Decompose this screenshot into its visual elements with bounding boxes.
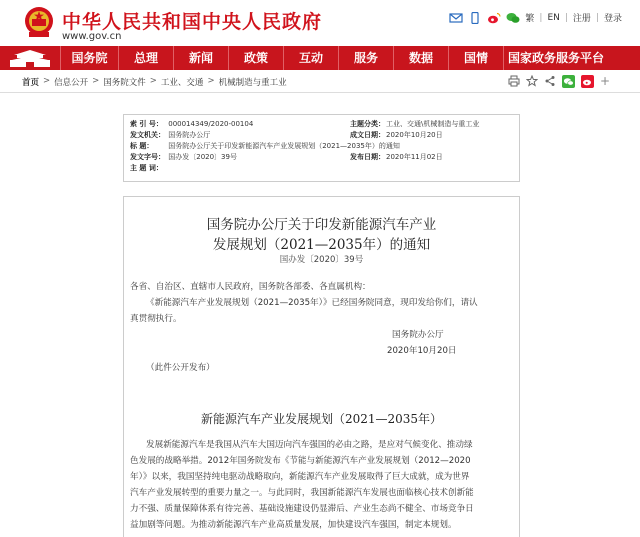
nav-home[interactable] (0, 46, 60, 70)
meta-row (130, 119, 480, 130)
breadcrumb-council-docs[interactable]: 国务院文件 (103, 78, 146, 88)
nav-item-service-platform[interactable]: 国家政务服务平台 (503, 46, 608, 70)
print-icon[interactable] (508, 75, 520, 87)
meta-docno-value: 国办发〔2020〕39号 (168, 153, 237, 161)
site-header (0, 0, 640, 48)
body-line: 《新能源汽车产业发展规划（2021—2035年）》已经国务院同意，现印发给你们，请认 (146, 298, 478, 308)
separator: | (564, 12, 568, 23)
breadcrumb-industry-transport[interactable]: 工业、交通 (160, 78, 204, 88)
mail-icon[interactable] (449, 12, 463, 24)
share-tools (508, 74, 610, 88)
nav-item-services[interactable]: 服务 (338, 46, 393, 70)
favorite-star-icon[interactable] (526, 75, 538, 87)
breadcrumb-separator: > (92, 76, 100, 86)
meta-docno-label: 发文字号： (130, 153, 165, 161)
meta-category (350, 119, 479, 129)
share-icon[interactable] (544, 75, 556, 87)
meta-published (350, 152, 443, 162)
meta-issuer-value: 国务院办公厅 (168, 131, 211, 139)
meta-created (350, 130, 443, 140)
body-line: 真贯彻执行。 (130, 314, 182, 324)
meta-created-value: 2020年10月20日 (386, 131, 443, 139)
meta-index-value: 000014349/2020-00104 (168, 120, 254, 128)
site-title[interactable]: 中华人民共和国中央人民政府 (62, 11, 323, 33)
document-number: 国办发〔2020〕39号 (279, 255, 364, 265)
plan-paragraph-line: 色发展的战略举措。2012年国务院发布《节能与新能源汽车产业发展规划（2012—2020 (130, 456, 471, 466)
separator: | (595, 12, 599, 23)
meta-published-label: 发布日期： (350, 153, 385, 161)
meta-row (130, 130, 443, 141)
weibo-share-icon[interactable] (581, 75, 594, 88)
breadcrumb-separator: > (149, 76, 157, 86)
breadcrumb-home[interactable]: 首页 (22, 78, 40, 88)
sign-date: 2020年10月20日 (387, 346, 457, 356)
separator: | (539, 12, 543, 23)
document-metadata-table (123, 114, 520, 182)
tiananmen-icon (0, 46, 60, 70)
meta-title-value: 国务院办公厅关于印发新能源汽车产业发展规划（2021—2035年）的通知 (168, 142, 400, 150)
document-title-line2: 发展规划（2021—2035年）的通知 (212, 237, 431, 253)
main-nav (0, 46, 640, 70)
mobile-icon[interactable] (468, 12, 482, 24)
meta-title-label: 标 题： (130, 142, 154, 150)
meta-index-label: 索 引 号： (130, 120, 163, 128)
lang-traditional-link[interactable]: 繁 (525, 14, 535, 24)
nav-item-news[interactable]: 新闻 (173, 46, 228, 70)
wechat-icon[interactable] (506, 12, 520, 24)
plan-paragraph-line: 力不强、质量保障体系有待完善、基础设施建设仍显滞后、产业生态尚不健全、市场竞争日 (130, 504, 474, 514)
lang-english-link[interactable]: EN (547, 12, 560, 23)
login-link[interactable]: 登录 (603, 14, 622, 24)
breadcrumb-info-public[interactable]: 信息公开 (54, 78, 89, 88)
document-body (123, 196, 520, 537)
breadcrumb-separator: > (43, 76, 51, 86)
meta-category-label: 主题分类： (350, 120, 385, 128)
breadcrumb-bar (0, 70, 640, 93)
meta-row (130, 163, 166, 174)
meta-published-value: 2020年11月02日 (386, 153, 443, 161)
national-emblem-icon (24, 6, 54, 38)
signer: 国务院办公厅 (392, 330, 444, 340)
nav-item-state-council[interactable]: 国务院 (60, 46, 118, 70)
breadcrumb (22, 76, 287, 88)
nav-item-interaction[interactable]: 互动 (283, 46, 338, 70)
meta-subject-label: 主 题 词： (130, 164, 163, 172)
meta-row (130, 141, 400, 152)
header-tools (449, 11, 622, 24)
nav-item-data[interactable]: 数据 (393, 46, 448, 70)
meta-category-value: 工业、交通\机械制造与重工业 (386, 120, 480, 128)
public-release-note: （此件公开发布） (146, 363, 215, 373)
nav-item-premier[interactable]: 总理 (118, 46, 173, 70)
plan-paragraph-line: 益加剧等问题。为推动新能源汽车产业高质量发展，加快建设汽车强国，制定本规划。 (130, 520, 457, 530)
recipients-paragraph: 各省、自治区、直辖市人民政府，国务院各部委、各直属机构： (130, 282, 371, 292)
plan-paragraph-line: 年）》以来，我国坚持纯电驱动战略取向，新能源汽车产业发展取得了巨大成就，成为世界 (130, 472, 470, 482)
plan-paragraph-line: 汽车产业发展转型的重要力量之一。与此同时，我国新能源汽车发展也面临核心技术创新能 (130, 488, 474, 498)
plan-paragraph-line: 发展新能源汽车是我国从汽车大国迈向汽车强国的必由之路，是应对气候变化、推动绿 (146, 440, 473, 450)
nav-item-policy[interactable]: 政策 (228, 46, 283, 70)
meta-row (130, 152, 443, 163)
more-share-icon[interactable]: + (599, 74, 610, 88)
wechat-share-icon[interactable] (562, 75, 575, 88)
plan-title: 新能源汽车产业发展规划（2021—2035年） (200, 412, 443, 426)
nav-item-national-info[interactable]: 国情 (448, 46, 503, 70)
meta-created-label: 成文日期： (350, 131, 385, 139)
breadcrumb-separator: > (207, 76, 215, 86)
register-link[interactable]: 注册 (572, 14, 591, 24)
site-url: www.gov.cn (62, 31, 122, 42)
weibo-icon[interactable] (487, 12, 501, 24)
breadcrumb-machinery[interactable]: 机械制造与重工业 (218, 78, 287, 88)
document-title-line1: 国务院办公厅关于印发新能源汽车产业 (206, 217, 437, 233)
meta-issuer-label: 发文机关： (130, 131, 165, 139)
